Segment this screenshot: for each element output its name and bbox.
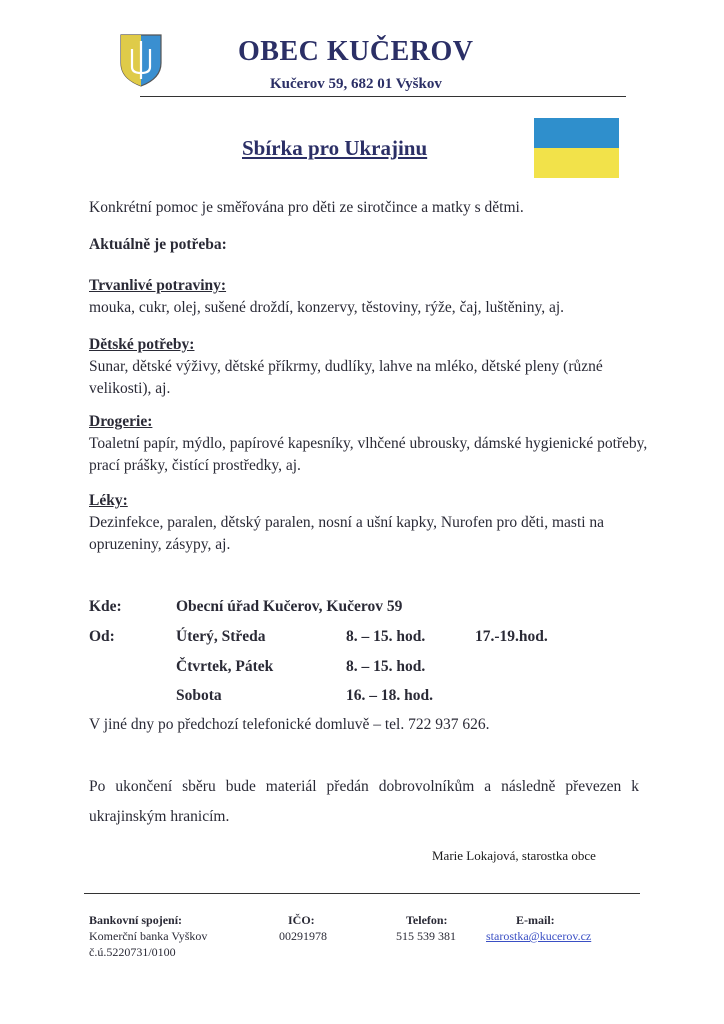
organization-address: Kučerov 59, 682 01 Vyškov — [270, 76, 442, 92]
schedule-hours-extra: 17.-19.hod. — [475, 628, 548, 645]
category-title: Léky: — [89, 492, 128, 509]
footer-phone — [396, 912, 456, 944]
category-food — [89, 275, 649, 319]
category-drugstore — [89, 411, 649, 477]
ukraine-flag-icon — [534, 118, 619, 178]
signature: Marie Lokajová, starostka obce — [432, 848, 596, 863]
category-text: Toaletní papír, mýdlo, papírové kapesníky, vlhčené ubrousky, dámské hygienické potřeby, prací prášky, čistící prostředky, aj. — [89, 435, 648, 474]
needs-heading: Aktuálně je potřeba: — [89, 236, 227, 253]
schedule-days: Sobota — [176, 687, 222, 704]
schedule-hours: 8. – 15. hod. — [346, 658, 426, 675]
schedule-days: Úterý, Středa — [176, 628, 266, 645]
intro-text: Konkrétní pomoc je směřována pro děti ze sirotčince a matky s dětmi. — [89, 199, 524, 216]
schedule-label: Od: — [89, 628, 115, 645]
email-link[interactable]: starostka@kucerov.cz — [486, 929, 592, 943]
category-children — [89, 334, 649, 400]
schedule-hours: 16. – 18. hod. — [346, 687, 433, 704]
phone-value: 515 539 381 — [396, 929, 456, 943]
schedule-days: Čtvrtek, Pátek — [176, 658, 274, 675]
email-label: E-mail: — [516, 913, 555, 927]
footer-email — [486, 912, 591, 944]
header-divider — [140, 96, 626, 97]
bank-account: č.ú.5220731/0100 — [89, 945, 176, 959]
closing-paragraph: Po ukončení sběru bude materiál předán dobrovolníkům a následně převezen k ukrajinským hranicím. — [89, 778, 639, 825]
category-title: Dětské potřeby: — [89, 336, 195, 353]
category-medicine — [89, 490, 649, 556]
phone-label: Telefon: — [406, 913, 448, 927]
village-crest-icon — [119, 33, 163, 87]
category-title: Drogerie: — [89, 413, 153, 430]
footer-ico — [279, 912, 327, 944]
category-text: Sunar, dětské výživy, dětské příkrmy, dudlíky, lahve na mléko, dětské pleny (různé velikosti), aj. — [89, 358, 603, 397]
organization-name: OBEC KUČEROV — [238, 36, 474, 67]
category-title: Trvanlivé potraviny: — [89, 277, 227, 294]
location-label: Kde: — [89, 598, 122, 615]
bank-label: Bankovní spojení: — [89, 913, 183, 927]
footer-divider — [84, 893, 640, 894]
ico-value: 00291978 — [279, 929, 327, 943]
category-text: Dezinfekce, paralen, dětský paralen, nosní a ušní kapky, Nurofen pro děti, masti na opruzeniny, zásypy, aj. — [89, 514, 605, 553]
footer-bank — [89, 912, 207, 960]
category-text: mouka, cukr, olej, sušené droždí, konzervy, těstoviny, rýže, čaj, luštěniny, aj. — [89, 299, 565, 316]
bank-name: Komerční banka Vyškov — [89, 929, 208, 943]
phone-arrangement-note: V jiné dny po předchozí telefonické domluvě – tel. 722 937 626. — [89, 716, 490, 733]
schedule-hours: 8. – 15. hod. — [346, 628, 426, 645]
location-value: Obecní úřad Kučerov, Kučerov 59 — [176, 598, 403, 615]
ico-label: IČO: — [288, 913, 315, 927]
page-title: Sbírka pro Ukrajinu — [242, 136, 428, 160]
